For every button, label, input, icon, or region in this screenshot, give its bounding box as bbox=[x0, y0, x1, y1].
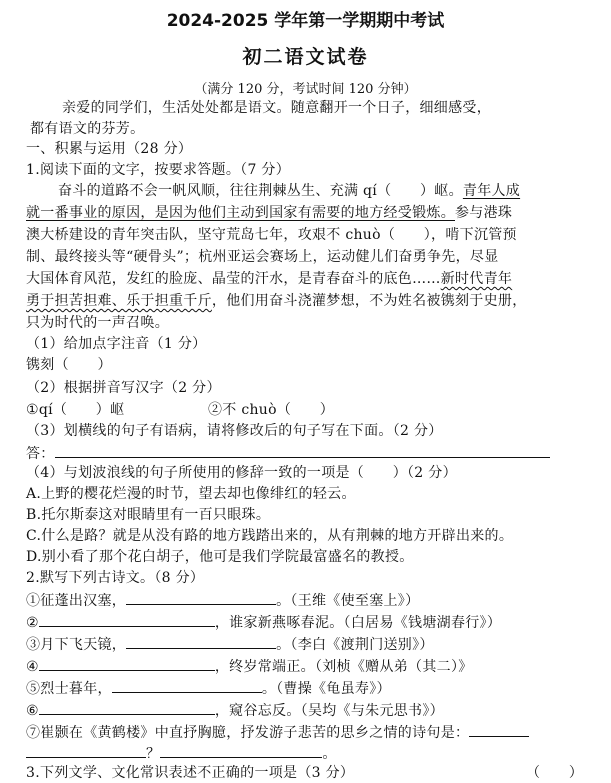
recite-text: ③月下飞天镜， bbox=[26, 637, 127, 653]
recite-line-7 bbox=[26, 722, 529, 743]
underlined-sentence: 青年人成 bbox=[462, 183, 521, 199]
passage-line-5 bbox=[26, 269, 512, 289]
recite-source: 。（王维《使至塞上》） bbox=[276, 593, 420, 609]
recite-blank[interactable] bbox=[39, 656, 215, 671]
recite-blank[interactable] bbox=[126, 590, 276, 605]
recite-text: 。 bbox=[322, 746, 337, 762]
passage-line-1 bbox=[58, 181, 520, 201]
passage-text: ，他们用奋斗浇灌梦想，不为姓名被镌刻于史册， bbox=[211, 293, 527, 309]
recite-text: ①征蓬出汉塞， bbox=[26, 593, 127, 609]
sub-question-2-b: ②不 chuò（ ） bbox=[208, 402, 335, 418]
question-3-answer-paren[interactable]: （ ） bbox=[526, 765, 584, 781]
recite-source: 。（李白《渡荆门送别》） bbox=[276, 637, 434, 653]
recite-blank[interactable] bbox=[112, 678, 262, 693]
exam-title: 2024-2025 学年第一学期期中考试 bbox=[166, 11, 445, 31]
passage-line-4: 制、最终接头等“硬骨头”；杭州亚运会赛场上，运动健儿们奋勇争先，尽显 bbox=[26, 249, 499, 265]
recite-line-5 bbox=[26, 678, 391, 699]
passage-text: 参与港珠 bbox=[455, 205, 513, 221]
recite-text: ⑦崔颢在《黄鹤楼》中直抒胸臆，抒发游子悲苦的思乡之情的诗句是： bbox=[26, 725, 470, 741]
recite-line-3 bbox=[26, 634, 434, 655]
recite-source: ，窥谷忘反。（吴均《与朱元思书》） bbox=[214, 703, 444, 719]
intro-line-1: 亲爱的同学们，生活处处都是语文。随意翻开一个日子，细细感受， bbox=[62, 100, 491, 116]
recite-line-6 bbox=[26, 700, 444, 721]
sub-question-3: （3）划横线的句子有语病，请将修改后的句子写在下面。（2 分） bbox=[26, 423, 443, 439]
sub-question-2: （2）根据拼音写汉字（2 分） bbox=[26, 380, 221, 396]
intro-line-2: 都有语文的芬芳。 bbox=[30, 121, 145, 137]
passage-text: 大国体育风范，发红的脸庞、晶莹的汗水，是青春奋斗的底色…… bbox=[26, 271, 441, 287]
recite-blank[interactable] bbox=[39, 612, 215, 627]
recite-blank[interactable] bbox=[469, 722, 529, 737]
answer-line bbox=[26, 443, 550, 464]
wavy-sentence: 新时代青年 bbox=[440, 271, 513, 287]
sub-question-1: （1）给加点字注音（1 分） bbox=[26, 336, 207, 352]
sub-question-1-item: 镌刻（ ） bbox=[26, 357, 112, 373]
recite-line-2 bbox=[26, 612, 501, 633]
recite-blank[interactable] bbox=[26, 743, 146, 758]
section-title: 一、积累与运用（28 分） bbox=[26, 141, 193, 157]
recite-text: ② bbox=[26, 615, 39, 631]
sub-question-2-a: ①qí（ ）岖 bbox=[26, 402, 125, 418]
recite-blank[interactable] bbox=[160, 743, 322, 758]
recite-source: ，终岁常端正。（刘桢《赠从弟（其二）》 bbox=[214, 659, 473, 675]
recite-line-8 bbox=[26, 743, 337, 764]
passage-text: 奋斗的道路不会一帆风顺，往往荆棘丛生、充满 qí（ ）岖。 bbox=[58, 183, 463, 199]
recite-line-4 bbox=[26, 656, 473, 677]
option-d: D.别小看了那个花白胡子，他可是我们学院最富盛名的教授。 bbox=[26, 549, 414, 565]
underlined-sentence: 就一番事业的原因，是因为他们主动到国家有需要的地方经受锻炼。 bbox=[26, 205, 455, 221]
recite-blank[interactable] bbox=[126, 634, 276, 649]
recite-source: 。（曹操《龟虽寿》） bbox=[261, 681, 391, 697]
sub-question-4: （4）与划波浪线的句子所使用的修辞一致的一项是（ ）（2 分） bbox=[26, 465, 457, 481]
passage-line-3: 澳大桥建设的青年突击队，坚守荒岛七年，攻艰不 chuò（ ），啃下沉管预 bbox=[26, 227, 517, 243]
passage-line-7: 只为时代的一声召唤。 bbox=[26, 315, 169, 331]
option-a: A.上野的樱花烂漫的时节，望去却也像绯红的轻云。 bbox=[26, 486, 356, 502]
recite-line-1 bbox=[26, 590, 419, 611]
passage-line-6 bbox=[26, 291, 527, 311]
question-3-title: 3.下列文学、文化常识表述不正确的一项是（3 分） bbox=[26, 765, 355, 781]
question-2-title: 2.默写下列古诗文。（8 分） bbox=[26, 570, 205, 586]
question-1-title: 1.阅读下面的文字，按要求答题。（7 分） bbox=[26, 162, 291, 178]
answer-blank[interactable] bbox=[55, 443, 550, 458]
recite-text: ⑤烈士暮年， bbox=[26, 681, 112, 697]
answer-label: 答： bbox=[26, 446, 55, 462]
exam-info: （满分 120 分，考试时间 120 分钟） bbox=[194, 82, 417, 97]
recite-text: ？ bbox=[146, 746, 161, 762]
wavy-sentence: 勇于担苦担难、乐于担重千斤 bbox=[26, 293, 212, 309]
recite-source: ，谁家新燕啄春泥。（白居易《钱塘湖春行》） bbox=[214, 615, 502, 631]
option-b: B.托尔斯泰这对眼睛里有一百只眼珠。 bbox=[26, 507, 271, 523]
passage-line-2 bbox=[26, 203, 512, 223]
recite-text: ④ bbox=[26, 659, 39, 675]
recite-text: ⑥ bbox=[26, 703, 39, 719]
subject-title: 初二语文试卷 bbox=[242, 46, 369, 68]
recite-blank[interactable] bbox=[39, 700, 215, 715]
option-c: C.什么是路？就是从没有路的地方践踏出来的，从有荆棘的地方开辟出来的。 bbox=[26, 528, 514, 544]
